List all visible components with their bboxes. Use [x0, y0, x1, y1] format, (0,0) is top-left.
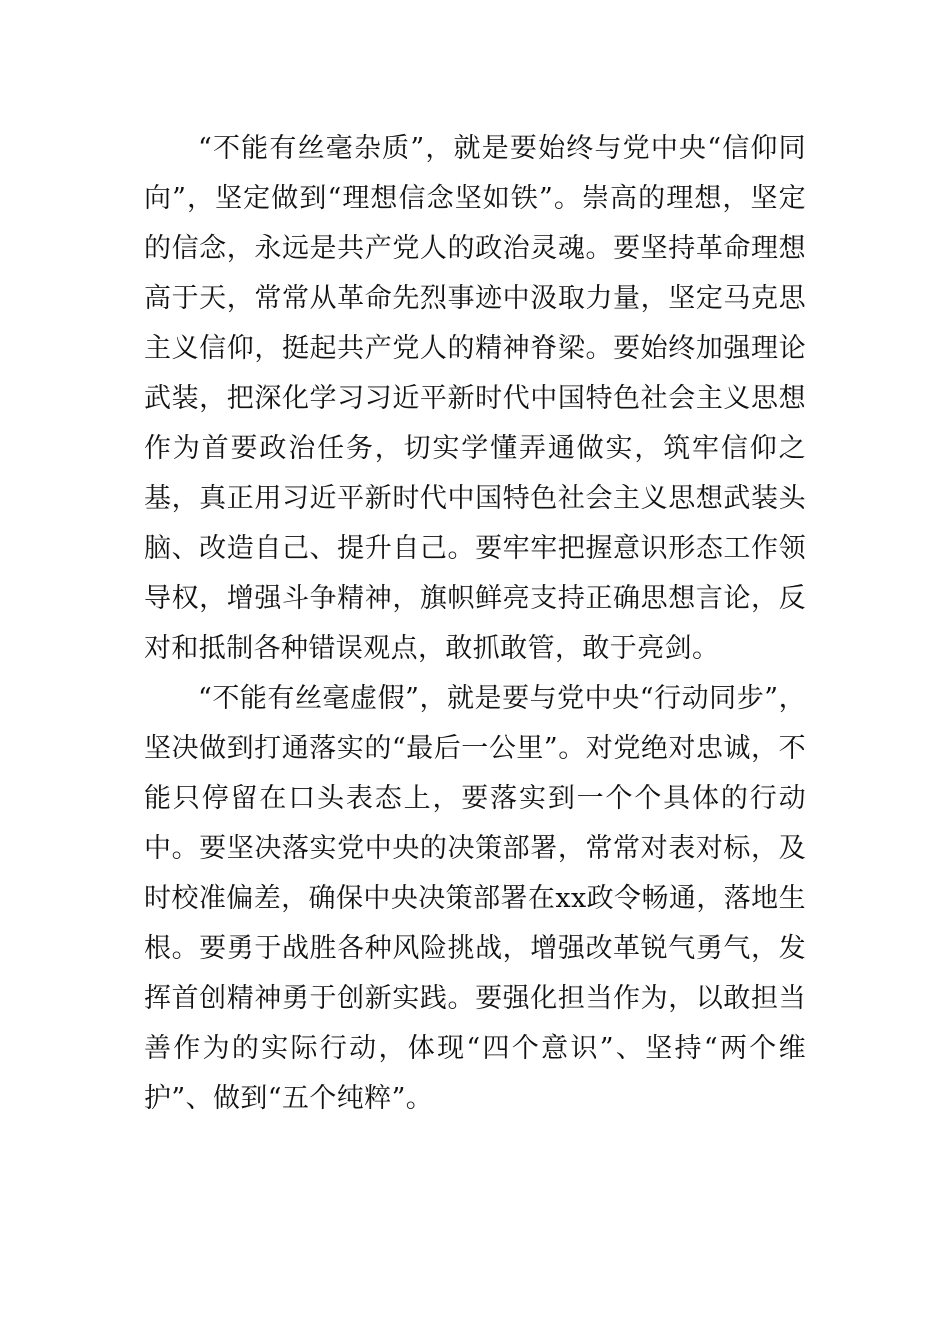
- paragraph-2: “不能有丝毫虚假”，就是要与党中央“行动同步”，坚决做到打通落实的“最后一公里”。对党绝对忠诚，不能只停留在口头表态上，要落实到一个个具体的行动中。要坚决落实党中央的决策部署，常常对表对标，及时校准偏差，确保中央决策部署在xx政令畅通，落地生根。要勇于战胜各种风险挑战，增强改革锐气勇气，发挥首创精神勇于创新实践。要强化担当作为，以敢担当善作为的实际行动，体现“四个意识”、坚持“两个维护”、做到“五个纯粹”。: [144, 683, 806, 1114]
- paragraph-1: “不能有丝毫杂质”，就是要始终与党中央“信仰同向”，坚定做到“理想信念坚如铁”。崇高的理想，坚定的信念，永远是共产党人的政治灵魂。要坚持革命理想高于天，常常从革命先烈事迹中汲取力量，坚定马克思主义信仰，挺起共产党人的精神脊梁。要始终加强理论武装，把深化学习习近平新时代中国特色社会主义思想作为首要政治任务，切实学懂弄通做实，筑牢信仰之基，真正用习近平新时代中国特色社会主义思想武装头脑、改造自己、提升自己。要牢牢把握意识形态工作领导权，增强斗争精神，旗帜鲜亮支持正确思想言论，反对和抵制各种错误观点，敢抓敢管，敢于亮剑。: [144, 133, 806, 664]
- document-body: [144, 124, 806, 1124]
